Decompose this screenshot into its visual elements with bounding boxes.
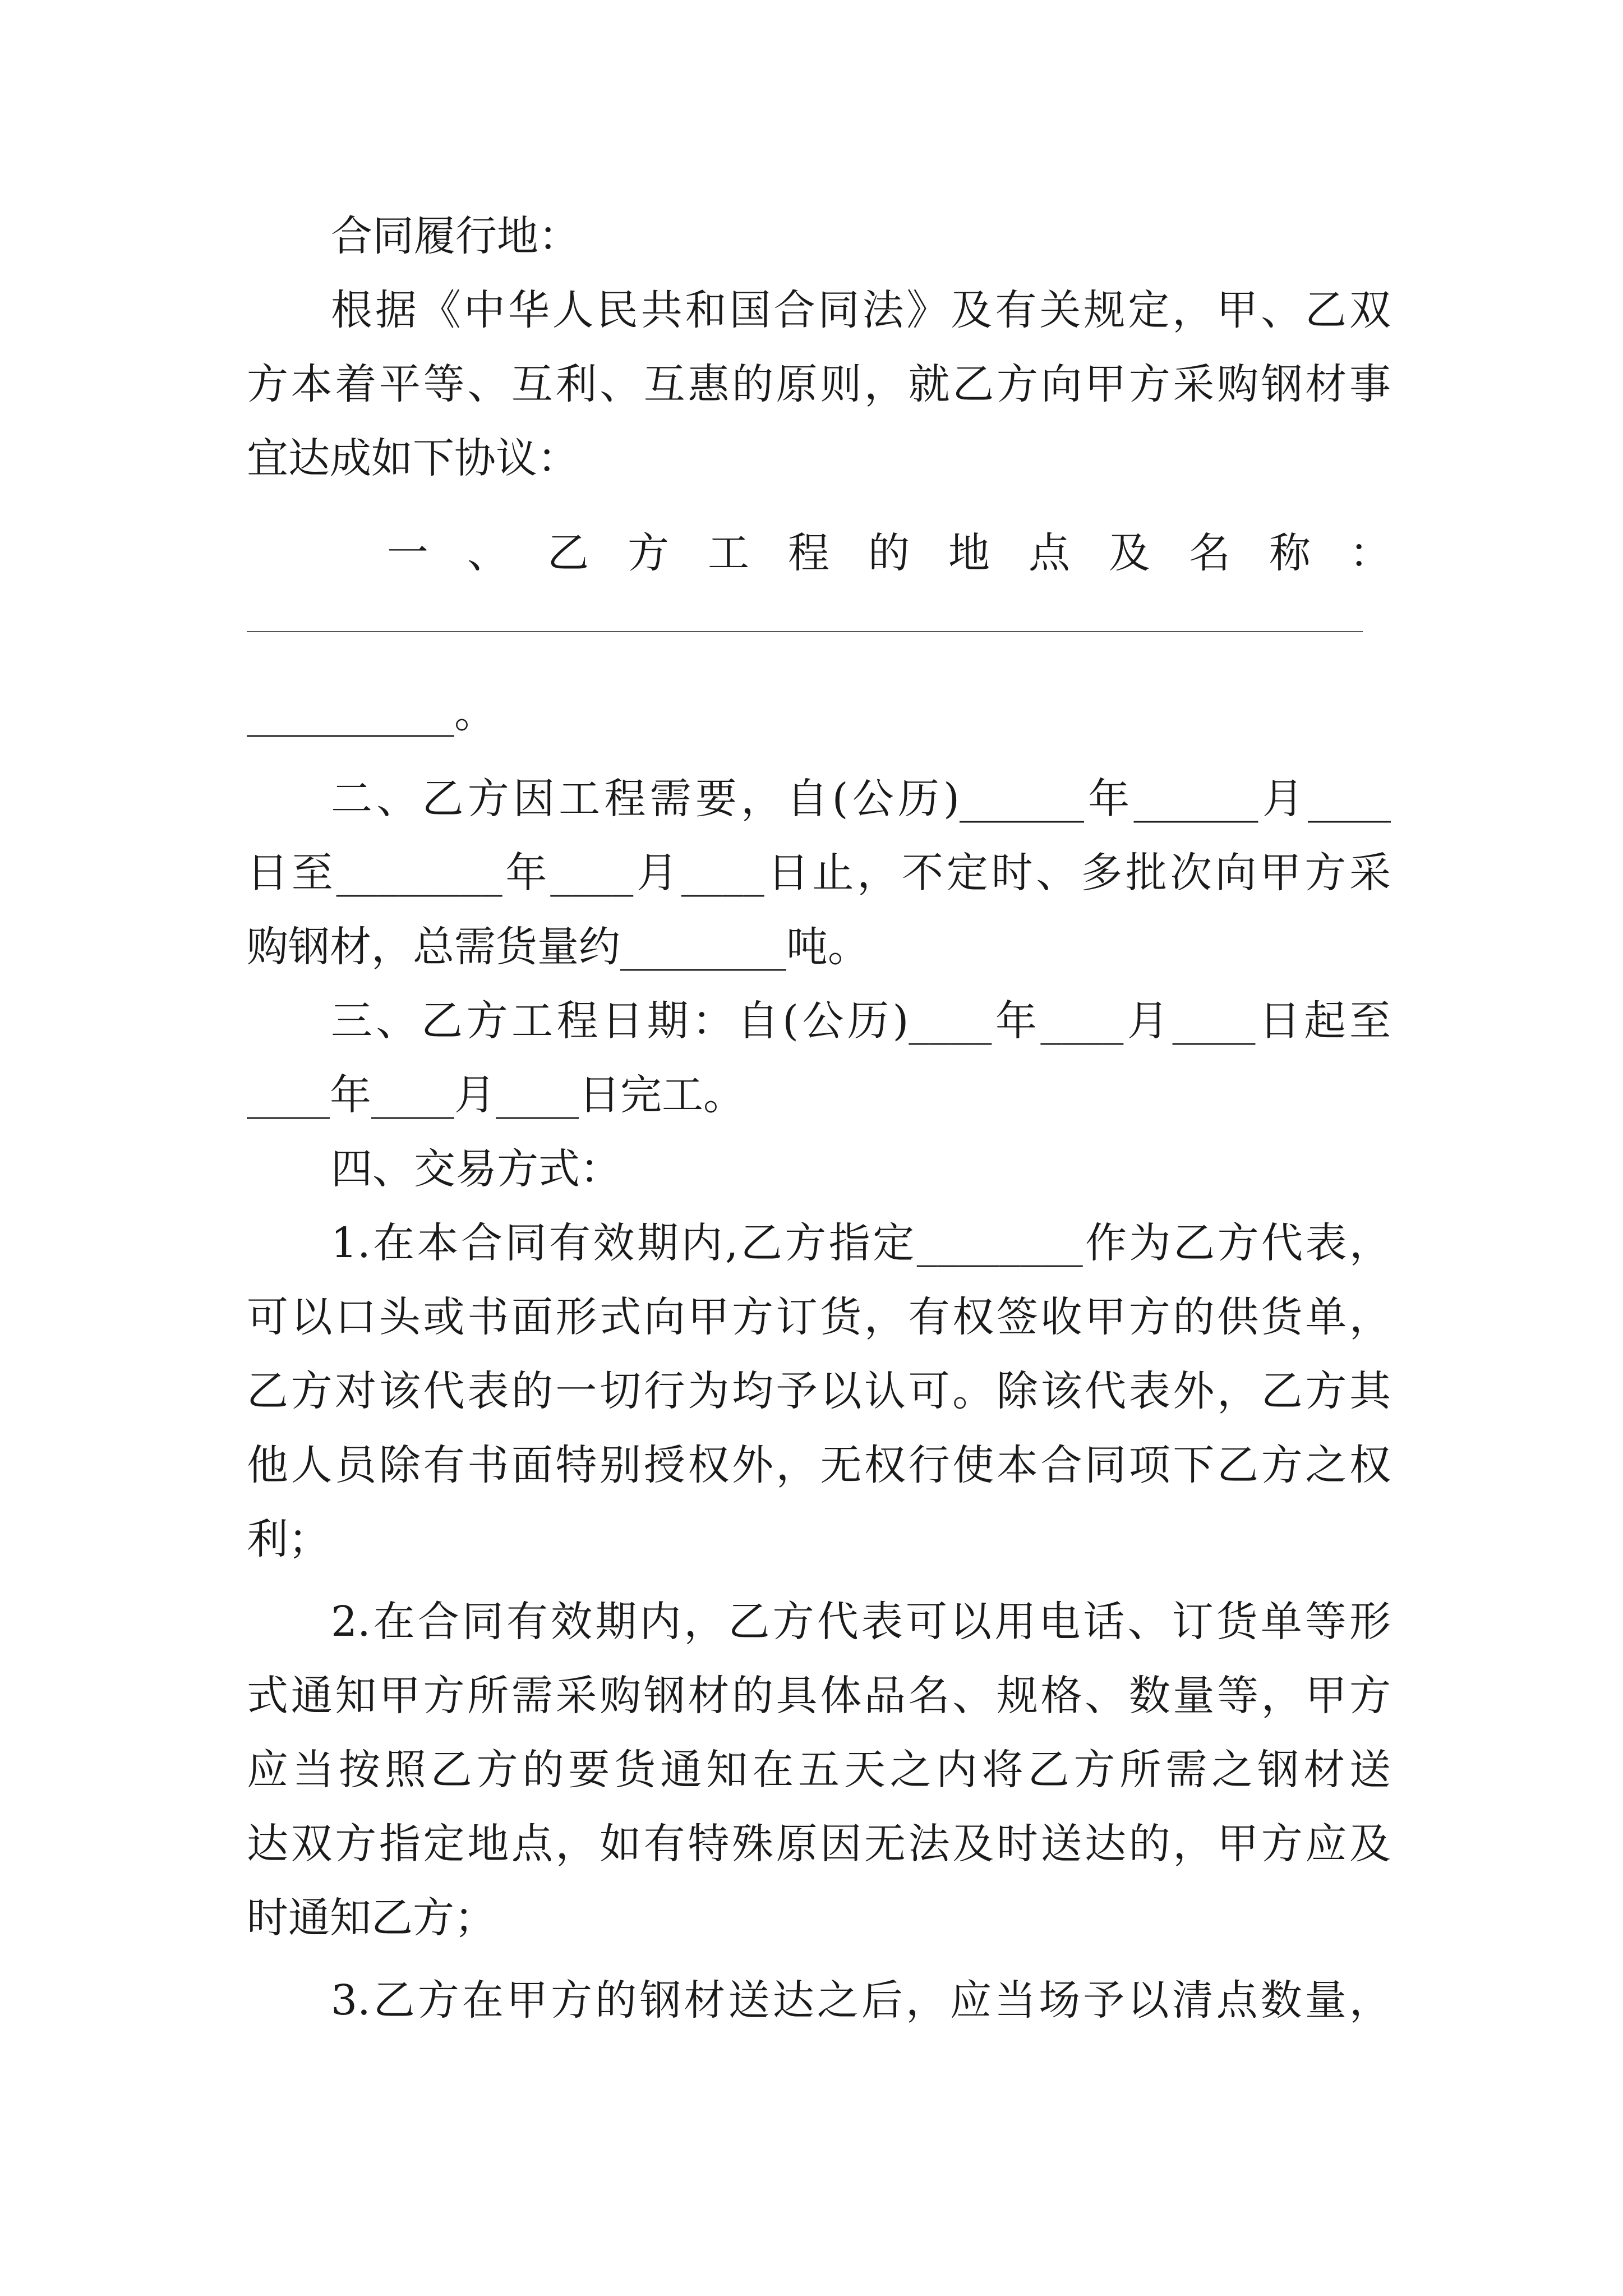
text-line: 式通知甲方所需采购钢材的具体品名、规格、数量等，甲方 [247,1672,1391,1720]
text-line: 乙方对该代表的一切行为均予以认可。除该代表外，乙方其 [247,1367,1391,1415]
text-line: 日至________年____月____日止，不定时、多批次向甲方采 [247,849,1391,897]
text-line: 根据《中华人民共和国合同法》及有关规定，甲、乙双 [331,286,1391,334]
section-heading: 一、乙方工程的地点及名称： [387,529,1391,577]
text-line: 2.在合同有效期内，乙方代表可以用电话、订货单等形 [331,1598,1391,1646]
text-line: 二、乙方因工程需要，自(公历)______年______月____ [331,775,1391,823]
text-line: 利； [247,1515,330,1563]
text-line: 1.在本合同有效期内,乙方指定________作为乙方代表， [331,1219,1391,1267]
text-line: 可以口头或书面形式向甲方订货，有权签收甲方的供货单， [247,1293,1391,1341]
text-line: __________。 [247,689,496,737]
text-line: 时通知乙方； [247,1894,496,1942]
text-line: ____年____月____日完工。 [247,1071,745,1119]
text-line: 达双方指定地点，如有特殊原因无法及时送达的，甲方应及 [247,1820,1391,1868]
text-line: 宜达成如下协议： [247,434,579,482]
text-line: 购钢材，总需货量约________吨。 [247,923,869,971]
fill-in-underline [247,631,1363,632]
text-line: 四、交易方式： [331,1145,621,1193]
text-line: 他人员除有书面特别授权外，无权行使本合同项下乙方之权 [247,1441,1391,1489]
text-line: 三、乙方工程日期：自(公历)____年____月____日起至 [331,997,1391,1045]
text-line: 3.乙方在甲方的钢材送达之后，应当场予以清点数量， [331,1976,1391,2024]
text-line: 合同履行地： [331,212,580,260]
text-line: 方本着平等、互利、互惠的原则，就乙方向甲方采购钢材事 [247,360,1391,408]
text-line: 应当按照乙方的要货通知在五天之内将乙方所需之钢材送 [247,1746,1391,1794]
